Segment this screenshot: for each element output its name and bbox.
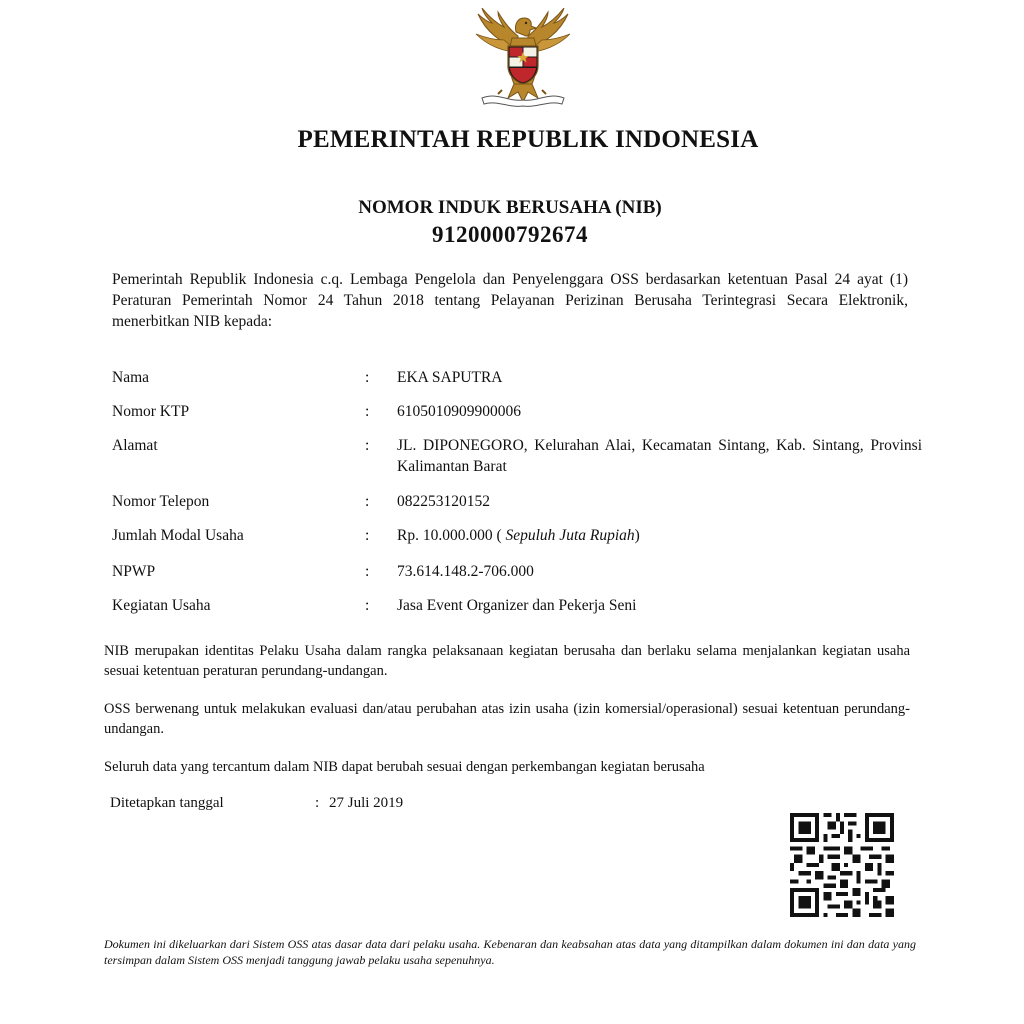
field-label: Alamat bbox=[112, 437, 158, 454]
field-separator: : bbox=[365, 369, 370, 386]
field-separator: : bbox=[365, 527, 370, 544]
issue-date-separator: : bbox=[315, 795, 320, 811]
garuda-emblem-icon bbox=[468, 8, 578, 110]
field-value: EKA SAPUTRA bbox=[397, 369, 503, 386]
field-label: Nomor Telepon bbox=[112, 493, 210, 510]
paragraph-oss-authority: OSS berwenang untuk melakukan evaluasi dan/atau perubahan atas izin usaha (izin komersial/operasional) sesuai ketentuan perundang-undangan. bbox=[104, 701, 910, 737]
field-separator: : bbox=[365, 563, 370, 580]
field-separator: : bbox=[365, 437, 370, 454]
field-value: JL. DIPONEGORO, Kelurahan Alai, Kecamatan Sintang, Kab. Sintang, Provinsi Kalimantan Barat bbox=[397, 437, 922, 475]
field-separator: : bbox=[365, 493, 370, 510]
field-value bbox=[397, 525, 922, 546]
issue-date-label: Ditetapkan tanggal bbox=[110, 795, 224, 811]
field-value: 082253120152 bbox=[397, 493, 490, 510]
paragraph-nib-identity: NIB merupakan identitas Pelaku Usaha dalam rangka pelaksanaan kegiatan berusaha dan berlaku selama menjalankan kegiatan usaha sesuai ketentuan peraturan perundang-undangan. bbox=[104, 643, 910, 679]
qr-code-icon bbox=[787, 813, 897, 917]
field-label: NPWP bbox=[112, 563, 156, 580]
field-value: 73.614.148.2-706.000 bbox=[397, 563, 534, 580]
field-separator: : bbox=[365, 403, 370, 420]
modal-amount: Rp. 10.000.000 ( bbox=[397, 527, 506, 544]
paragraph-data-changes: Seluruh data yang tercantum dalam NIB dapat berubah sesuai dengan perkembangan kegiatan berusaha bbox=[104, 759, 705, 775]
field-label: Nama bbox=[112, 369, 150, 386]
intro-paragraph: Pemerintah Republik Indonesia c.q. Lembaga Pengelola dan Penyelenggara OSS berdasarkan ketentuan Pasal 24 ayat (1) Peraturan Pemerintah Nomor 24 Tahun 2018 tentang Pelayanan Perizinan Berusaha Terintegrasi Secara Elektronik, menerbitkan NIB kepada: bbox=[112, 271, 908, 330]
government-title: PEMERINTAH REPUBLIK INDONESIA bbox=[297, 126, 759, 153]
document-title: NOMOR INDUK BERUSAHA (NIB) bbox=[358, 197, 662, 218]
field-separator: : bbox=[365, 597, 370, 614]
field-label: Jumlah Modal Usaha bbox=[112, 527, 244, 544]
field-value: 6105010909900006 bbox=[397, 403, 521, 420]
footer-disclaimer: Dokumen ini dikeluarkan dari Sistem OSS atas dasar data dari pelaku usaha. Kebenaran dan keabsahan atas data yang ditampilkan dalam dokumen ini dan data yang tersimpan dalam Sistem OSS menjadi tanggung jawab pelaku usaha sepenuhnya. bbox=[104, 937, 916, 967]
field-value: Jasa Event Organizer dan Pekerja Seni bbox=[397, 597, 637, 614]
issue-date-value: 27 Juli 2019 bbox=[329, 795, 404, 811]
field-label: Nomor KTP bbox=[112, 403, 190, 420]
nib-number: 9120000792674 bbox=[432, 222, 588, 247]
field-label: Kegiatan Usaha bbox=[112, 597, 211, 614]
modal-amount-words: Sepuluh Juta Rupiah bbox=[505, 527, 635, 544]
modal-amount-close: ) bbox=[634, 527, 640, 544]
